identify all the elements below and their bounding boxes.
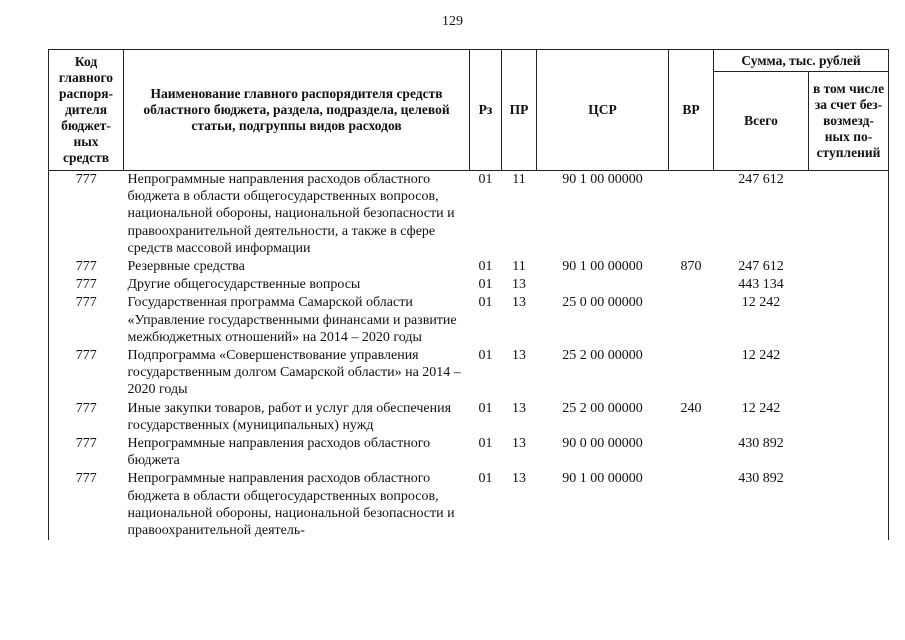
- header-free: в том числе за счет без- возмезд- ных по- ступлений: [809, 72, 889, 171]
- cell-csr: 25 2 00 00000: [562, 400, 643, 416]
- cell-code: 777: [49, 400, 124, 435]
- page-number: 129: [442, 14, 463, 29]
- cell-total: 12 242: [741, 400, 781, 416]
- header-csr: ЦСР: [537, 50, 669, 171]
- cell-vr: [669, 171, 714, 259]
- cell-code: 777: [49, 435, 124, 470]
- cell-rz: 01: [478, 295, 493, 311]
- header-rz: Рз: [470, 50, 502, 171]
- cell-csr: 25 2 00 00000: [562, 348, 643, 364]
- header-total: Всего: [714, 72, 809, 171]
- table-row: [49, 435, 889, 470]
- cell-vr: [669, 470, 714, 540]
- cell-name: Иные закупки товаров, работ и услуг для обеспечения государственных (муниципальных) нужд: [127, 400, 452, 433]
- cell-pr: 13: [512, 471, 526, 487]
- cell-pr: 13: [512, 400, 526, 416]
- table-body: [49, 171, 889, 541]
- header-sum: Сумма, тыс. рублей: [714, 50, 889, 72]
- header-vr: ВР: [669, 50, 714, 171]
- header-pr: ПР: [502, 50, 537, 171]
- cell-pr: 11: [512, 172, 526, 187]
- table-header: [49, 50, 889, 171]
- cell-rz: 01: [478, 259, 493, 275]
- cell-csr: 90 0 00 00000: [562, 436, 643, 452]
- cell-vr: [669, 276, 714, 294]
- cell-total: 443 134: [738, 277, 784, 293]
- cell-rz: 01: [478, 436, 493, 452]
- cell-total: 430 892: [738, 436, 784, 452]
- cell-pr: 13: [512, 277, 526, 293]
- cell-free: [809, 171, 889, 259]
- cell-name: Подпрограмма «Совершенствование управления государственным долгом Самарской области» на 2014 – 2020 годы: [127, 348, 461, 398]
- cell-csr: 90 1 00 00000: [562, 172, 643, 187]
- cell-free: [809, 347, 889, 400]
- cell-name: Непрограммные направления расходов областного бюджета в области общегосударственных вопросов, национальной обороны, национальной безопасности и правоохранительной деятель-: [127, 471, 455, 539]
- cell-code: 777: [49, 258, 124, 276]
- cell-total: 247 612: [738, 259, 784, 275]
- cell-rz: 01: [478, 277, 493, 293]
- cell-rz: 01: [478, 471, 493, 487]
- cell-csr: 90 1 00 00000: [562, 471, 643, 487]
- table-row: [49, 347, 889, 400]
- cell-vr: 870: [680, 259, 702, 275]
- cell-pr: 13: [512, 436, 526, 452]
- table-row: [49, 258, 889, 276]
- table-row: [49, 171, 889, 259]
- table-row: [49, 470, 889, 540]
- cell-free: [809, 276, 889, 294]
- table-row: [49, 400, 889, 435]
- cell-name: Другие общегосударственные вопросы: [127, 277, 361, 293]
- cell-rz: 01: [478, 348, 493, 364]
- cell-vr: 240: [680, 400, 702, 416]
- cell-total: 247 612: [738, 172, 784, 187]
- cell-vr: [669, 347, 714, 400]
- header-code: Код главного распоря- дителя бюджет- ных средств: [49, 50, 124, 171]
- cell-code: 777: [49, 276, 124, 294]
- cell-vr: [669, 294, 714, 347]
- cell-code: 777: [49, 171, 124, 259]
- cell-total: 12 242: [741, 348, 781, 364]
- cell-name: Резервные средства: [127, 259, 245, 275]
- cell-code: 777: [49, 294, 124, 347]
- cell-csr: [537, 276, 669, 294]
- table-row: [49, 276, 889, 294]
- cell-name: Непрограммные направления расходов областного бюджета: [127, 436, 431, 469]
- header-name: Наименование главного распорядителя средств областного бюджета, раздела, подраздела, целевой статьи, подгруппы видов расходов: [124, 50, 470, 171]
- budget-table-container: [48, 49, 888, 540]
- cell-free: [809, 470, 889, 540]
- cell-rz: 01: [478, 400, 493, 416]
- cell-free: [809, 258, 889, 276]
- cell-vr: [669, 435, 714, 470]
- table-row: [49, 294, 889, 347]
- cell-csr: 90 1 00 00000: [562, 259, 643, 275]
- cell-csr: 25 0 00 00000: [562, 295, 643, 311]
- cell-code: 777: [49, 347, 124, 400]
- cell-pr: 11: [512, 259, 526, 275]
- cell-code: 777: [49, 470, 124, 540]
- cell-name: Непрограммные направления расходов областного бюджета в области общегосударственных вопросов, национальной обороны, национальной безопасности и правоохранительной деятельности, а также в сфере средств массовой информации: [127, 172, 455, 256]
- cell-pr: 13: [512, 295, 526, 311]
- cell-free: [809, 435, 889, 470]
- cell-free: [809, 400, 889, 435]
- cell-total: 430 892: [738, 471, 784, 487]
- budget-table: [48, 49, 889, 540]
- cell-free: [809, 294, 889, 347]
- cell-total: 12 242: [741, 295, 781, 311]
- cell-name: Государственная программа Самарской области «Управление государственными финансами и развитие межбюджетных отношений» на 2014 – 2020 годы: [127, 295, 457, 345]
- cell-pr: 13: [512, 348, 526, 364]
- cell-rz: 01: [478, 172, 493, 187]
